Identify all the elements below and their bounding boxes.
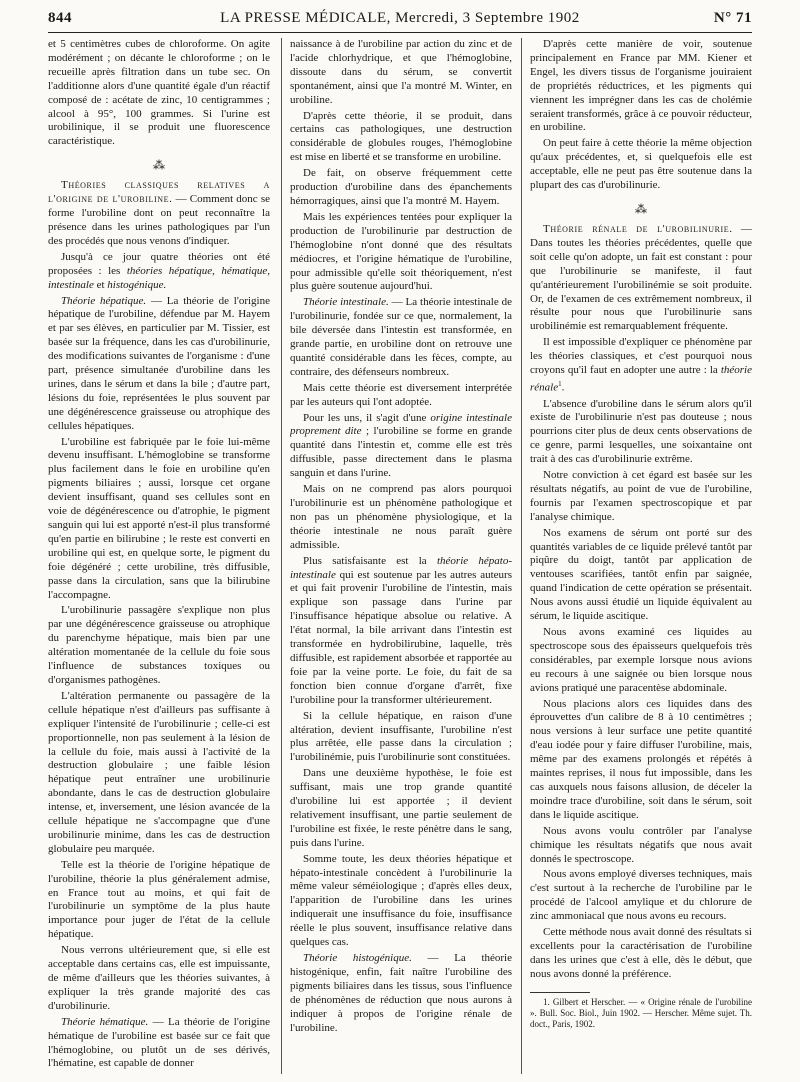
paragraph: Dans une deuxième hypothèse, le foie est suffisant, mais une trop grande quantité d'urobiline lui est apportée ; il devient relativement insuffisant, une partie seulement de l'urobiline est fixée, le reste pénètre dans le sang, puis dans l'urine. xyxy=(290,767,512,849)
paragraph: naissance à de l'urobiline par action du zinc et de l'acide chlorhydrique, et que l'hémoglobine, dissoute dans du sérum, se convertit spontanément, ainsi que l'a montré M. Winter, en urobiline. xyxy=(290,38,512,106)
paragraph: Somme toute, les deux théories hépatique et hépato-intestinale concèdent à l'urobilinurie la même valeur séméiologique ; d'après elles deux, l'apparition de l'urobiline dans les urines indiquerait une insuffisance du foie, insuffisance réelle le plus souvent, insuffisance relative dans quelques cas. xyxy=(290,852,512,949)
section-heading-paragraph xyxy=(48,179,270,249)
column-3 xyxy=(530,38,752,1074)
paragraph-text: qui est soutenue par les autres auteurs et qui fait provenir l'urobiline de l'intestin, mais explique son passage dans l'urine par l'insuffisance hépatique absolue ou relative. A l'état normal, la bile arrivant dans l'intestin est transformée en hydrobilirubine, laquelle, très diffusible, est rapidement absorbée et rapportée au foie par la veine porte. Le foie, du fait de sa fonction bien connue d'organe d'arrêt, fixe l'urobiline pour la transformer ultérieurement. xyxy=(290,568,512,706)
paragraph xyxy=(290,412,512,482)
paragraph: Nous avons employé diverses techniques, mais c'est surtout à la recherche de l'urobiline par le procédé de l'alcool amylique et du chlorure de zinc ammoniacal que nous avons eu recours. xyxy=(530,868,752,923)
paragraph: Nous placions alors ces liquides dans des éprouvettes d'un calibre de 8 à 10 centimètres ; nous versions à leur surface une petite quantité d'eau iodée pour y faire diffuser l'urobiline, mais, même par des examens prolongés et répétés à maintes reprises, il nous fut impossible, dans les cas auxquels nous faisons allusion, de déceler la moindre trace d'urobiline, soit dans le sérum, soit dans le liquide ascitique. xyxy=(530,697,752,821)
paragraph: Nous avons voulu contrôler par l'analyse chimique les résultats négatifs que nous avait donnés le spectroscope. xyxy=(530,824,752,865)
paragraph: Telle est la théorie de l'origine hépatique de l'urobiline, théorie la plus généralement admise, en France tout au moins, et qui fait de l'urobilinurie un symptôme de la plus haute importance pour juger de l'état de la cellule hépatique. xyxy=(48,858,270,941)
paragraph xyxy=(48,295,270,434)
footnote-ref[interactable]: 1 xyxy=(558,379,562,388)
paragraph: Mais cette théorie est diversement interprétée par les auteurs qui l'ont adoptée. xyxy=(290,381,512,408)
paragraph-text: — Dans toutes les théories précédentes, quelle que soit celle qu'on adopte, un fait est constant : pour que l'urobilinurie se manifeste, il faut qu'antérieurement l'urobilinémie se soit produite. Or, de l'examen de ces extrêmement nombreux, il résulte pour nous que l'urobilinurie sans urobilinémie est remarquablement fréquente. xyxy=(530,222,752,333)
paragraph: On peut faire à cette théorie la même objection qu'aux précédentes, et, si quelquefois elle est acceptable, elle ne peut pas être soutenue dans la plupart des cas d'urobilinurie. xyxy=(530,137,752,192)
paragraph-text: ; l'urobiline se forme en grande quantité dans l'intestin et, comme elle est très diffusible, passe directement dans le plasma sanguin et dans l'urine. xyxy=(290,425,512,480)
paragraph: L'urobiline est fabriquée par le foie lui-même devenu insuffisant. L'hémoglobine se transforme plus facilement dans le foie en urobiline qu'en pigments biliaires ; aussi, lorsque cet organe devient insuffisant, quand ses cellules sont en voie de dégénérescence ou d'atrophie, le pigment sanguin qui lui est apporté n'est-il plus transformé qu'en partie en bilirubine ; le reste est converti en urobiline qui est, en quelque sorte, le pigment du foie dégénéré ; cette urobiline, très diffusible, passe dans la circulation, sans que la bilirubine l'accompagne. xyxy=(48,435,270,601)
italic-text: origine intestinale proprement dite xyxy=(290,411,512,438)
italic-text: théorie hépato-intestinale xyxy=(290,554,512,581)
section-heading: Théorie rénale de l'urobilinurie. xyxy=(543,222,733,235)
italic-text: histogénique. xyxy=(107,278,167,291)
paragraph-text: — La théorie intestinale de l'urobilinurie, fondée sur ce que, normalement, la bile déversée dans l'intestin est transformée, en grande partie, en urobiline dont on retrouve une quantité considérable dans les fèces, compte, au contraire, des défenseurs nombreux. xyxy=(290,296,512,378)
paragraph xyxy=(290,952,512,1035)
page-number: 844 xyxy=(48,10,72,26)
paragraph: Mais on ne comprend pas alors pourquoi l'urobilinurie est un phénomène pathologique et non pas un phénomène physiologique, et la théorie intestinale ne nous paraît guère admissible. xyxy=(290,483,512,551)
paragraph xyxy=(290,296,512,379)
paragraph: D'après cette théorie, il se produit, dans certains cas pathologiques, une destruction considérable de globules rouges, l'hémoglobine est mise en liberté et se transforme en urobiline. xyxy=(290,109,512,164)
paragraph: Cette méthode nous avait donné des résultats si excellents pour la caractérisation de l'urobiline dans les urines que c'est à elle, dès le début, que nous avons donné la préférence. xyxy=(530,926,752,980)
paragraph-text: Plus satisfaisante est la xyxy=(303,554,437,567)
paragraph-text: Jusqu'à ce jour quatre théories ont été proposées : les xyxy=(48,250,270,277)
subsection-heading: Théorie hépatique. xyxy=(61,294,147,307)
section-heading-paragraph xyxy=(530,223,752,334)
paragraph: D'après cette manière de voir, soutenue principalement en France par MM. Kiener et Engel, les divers tissus de l'organisme jouiraient de propriétés réductrices, et les pigments qui viennent les imprégner dans les cas de cholémie seraient transformés, grâce à ce pouvoir réducteur, en urobiline. xyxy=(530,38,752,134)
paragraph: Notre conviction à cet égard est basée sur les résultats négatifs, au point de vue de l'urobiline, fournis par l'examen spectroscopique et par l'analyse chimique. xyxy=(530,469,752,523)
paragraph-text: — Comment donc se forme l'urobiline dont on peut reconnaître la présence dans les urines pathologiques par l'un des procédés que nous venons d'indiquer. xyxy=(48,193,270,247)
footnote: 1. Gilbert et Herscher. — « Origine rénale de l'urobiline ». Bull. Soc. Biol., Juin 1902. — Herscher. Même sujet. Th. doct., Paris, 1902. xyxy=(530,996,752,1029)
paragraph: et 5 centimètres cubes de chloroforme. On agite modérément ; on décante le chloroforme ; on le recueille après filtration dans un tube sec. On l'additionne alors d'une quantité égale d'un réactif composé de : acétate de zinc, 10 centigrammes ; alcool à 95°, 100 grammes. Si l'urine est urobilinique, il se produit une fluorescence caractéristique. xyxy=(48,38,270,148)
issue-number: N° 71 xyxy=(713,10,752,26)
paragraph-text: — La théorie de l'origine hépatique de l'urobiline, défendue par M. Hayem et par ses élèves, en particulier par M. Tissier, est basée sur la fréquence, dans les cas d'urobilinurie, des modifications suivantes de l'organisme : d'une part, présence simultanée d'urobiline dans les urines, dans le sérum et dans la bile ; d'autre part, lésions du foie, représentées le plus souvent par une dégénérescence graisseuse ou atrophique des cellules hépatiques. xyxy=(48,294,270,432)
section-separator: ⁂ xyxy=(153,158,165,173)
paragraph xyxy=(290,555,512,708)
column-2 xyxy=(290,38,512,1074)
paragraph-text: Il est impossible d'expliquer ce phénomène par les théories classiques, et c'est pourquoi nous croyons qu'il faut en adopter une autre : la xyxy=(530,336,752,377)
paragraph: L'absence d'urobiline dans le sérum alors qu'il existe de l'urobilinurie n'est pas douteuse ; nous pourrions citer plus de deux cents observations de ce genre, parmi lesquelles, une soixantaine ont trait à des cas d'urobilinurie extrême. xyxy=(530,397,752,466)
paragraph xyxy=(48,251,270,293)
paragraph-text: et xyxy=(93,278,108,291)
section-heading: Théories classiques relatives a l'origine de l'urobiline. xyxy=(48,179,270,206)
paragraph xyxy=(530,336,752,395)
paragraph: L'urobilinurie passagère s'explique non plus par une dégénérescence graisseuse ou atrophique du parenchyme hépatique, mais bien par une altération momentanée de la cellule du foie sous l'influence de substances toxiques ou d'organismes pathogènes. xyxy=(48,604,270,686)
subsection-heading: Théorie intestinale. xyxy=(303,296,389,309)
paragraph: Nos examens de sérum ont porté sur des quantités variables de ce liquide prélevé tantôt par piqûre du doigt, tantôt par application de ventouses scarifiées, tantôt enfin par saignée, quand l'indication de cette opération se présentait. Nous avons aussi étudié un liquide équivalent au sérum, le liquide ascitique. xyxy=(530,526,752,623)
journal-title: LA PRESSE MÉDICALE, Mercredi, 3 Septembre 1902 xyxy=(220,10,580,26)
paragraph-text: — La théorie de l'origine hématique de l'urobiline est basée sur ce fait que l'hémoglobine, ou plutôt un de ses dérivés, l'hématine, est capable de donner xyxy=(48,1015,270,1070)
paragraph-text: . xyxy=(561,381,565,394)
subsection-heading: Théorie hématique. xyxy=(61,1015,149,1028)
paragraph: Nous avons examiné ces liquides au spectroscope sous des épaisseurs quelquefois très considérables, par exemple lorsque nous avions eu recours à une saignée ou bien lorsque nous avions pratiqué une paracentèse abdominale. xyxy=(530,626,752,694)
column-rule xyxy=(281,38,282,1074)
paragraph: Mais les expériences tentées pour expliquer la production de l'urobilinurie par destruction de l'hémoglobine n'ont donné que des résultats médiocres, et l'origine hématique de l'urobiline, pour admissible qu'elle soit théoriquement, n'est plus guère soutenue aujourd'hui. xyxy=(290,210,512,293)
paragraph: L'altération permanente ou passagère de la cellule hépatique n'est d'ailleurs pas suffisante à expliquer l'intensité de l'urobilinurie ; celle-ci est proportionnelle, non pas seulement à la lésion de la cellule du foie, mais aussi à l'activité de la destruction globulaire ; une faible lésion hépatique peut entraîner une urobilinurie abondante, dans le cas de destruction globulaire intense, et, inversement, une lésion avancée de la cellule hépatique ne s'accompagne que d'une urobilinurie minime, dans les cas de destruction globulaire peu marquée. xyxy=(48,689,270,855)
subsection-heading: Théorie histogénique. xyxy=(303,952,412,964)
paragraph: De fait, on observe fréquemment cette production d'urobiline dans des épanchements hémorragiques, ainsi que l'a montré M. Hayem. xyxy=(290,167,512,207)
italic-text: théorie rénale xyxy=(530,364,752,394)
section-separator: ⁂ xyxy=(635,201,647,216)
page-header xyxy=(48,8,752,33)
footnote-divider xyxy=(530,992,590,993)
paragraph: Nous verrons ultérieurement que, si elle est acceptable dans certains cas, elle est impuissante, de même d'ailleurs que les théories suivantes, à expliquer la très grande majorité des cas d'urobilinurie. xyxy=(48,944,270,1012)
paragraph xyxy=(48,1016,270,1072)
column-rule xyxy=(521,38,522,1074)
column-1 xyxy=(48,38,270,1074)
italic-text: théories hépatique, hématique, intestinale xyxy=(48,264,270,291)
paragraph-text: — La théorie histogénique, enfin, fait naître l'urobiline des pigments biliaires dans les tissus, sous l'influence de phénomènes de réduction que nous aurons à indiquer à propos de l'origine rénale de l'urobiline. xyxy=(290,952,512,1034)
paragraph-text: Pour les uns, il s'agit d'une xyxy=(303,411,431,424)
paragraph: Si la cellule hépatique, en raison d'une altération, devient insuffisante, l'urobiline n'est plus arrêtée, elle passe dans la circulation ; l'urobilinémie, puis l'urobilinurie sont constituées. xyxy=(290,709,512,764)
